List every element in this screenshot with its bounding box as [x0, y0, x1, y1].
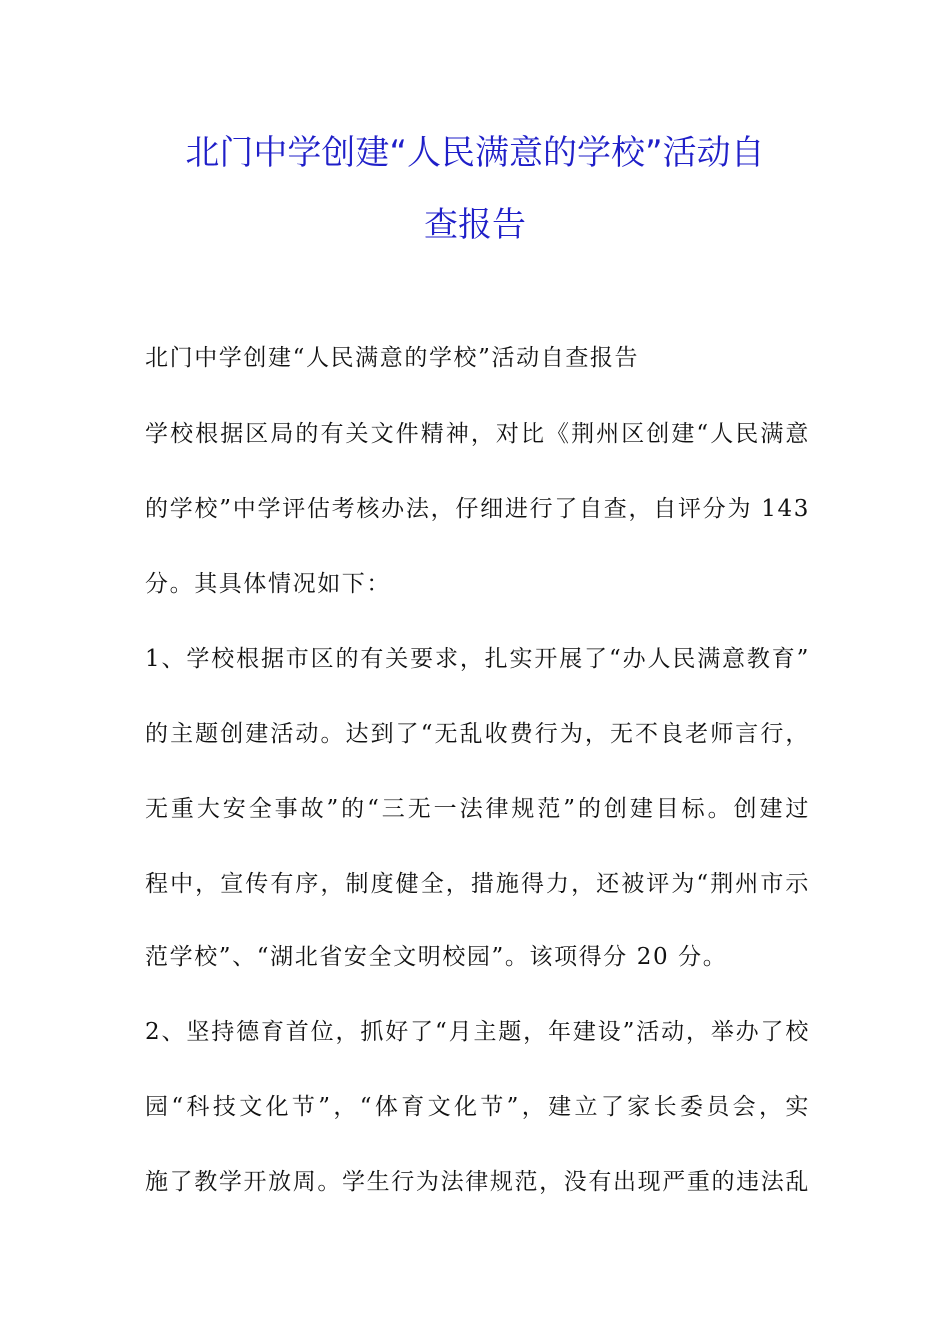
body-line: 的主题创建活动。达到了“无乱收费行为，无不良老师言行，	[145, 721, 810, 747]
body-line: 无重大安全事故”的“三无一法律规范”的创建目标。创建过	[145, 796, 810, 822]
body-line: 园“科技文化节”，“体育文化节”，建立了家长委员会，实	[145, 1094, 810, 1120]
body-line: 范学校”、“湖北省安全文明校园”。该项得分 20 分。	[145, 944, 728, 970]
body-line: 学校根据区局的有关文件精神，对比《荆州区创建“人民满意	[145, 421, 810, 447]
body-line: 1、学校根据市区的有关要求，扎实开展了“办人民满意教育”	[145, 646, 810, 672]
body-line: 施了教学开放周。学生行为法律规范，没有出现严重的违法乱	[145, 1169, 810, 1195]
body-line: 程中，宣传有序，制度健全，措施得力，还被评为“荆州市示	[145, 871, 810, 897]
body-line: 的学校”中学评估考核办法，仔细进行了自查，自评分为 143	[145, 496, 810, 522]
body-line: 分。其具体情况如下：	[145, 571, 391, 597]
body-line: 北门中学创建“人民满意的学校”活动自查报告	[145, 345, 640, 371]
document-title-line-1: 北门中学创建“人民满意的学校”活动自	[185, 133, 765, 173]
body-line: 2、坚持德育首位，抓好了“月主题，年建设”活动，举办了校	[145, 1019, 810, 1045]
document-title-line-2: 查报告	[424, 205, 526, 245]
